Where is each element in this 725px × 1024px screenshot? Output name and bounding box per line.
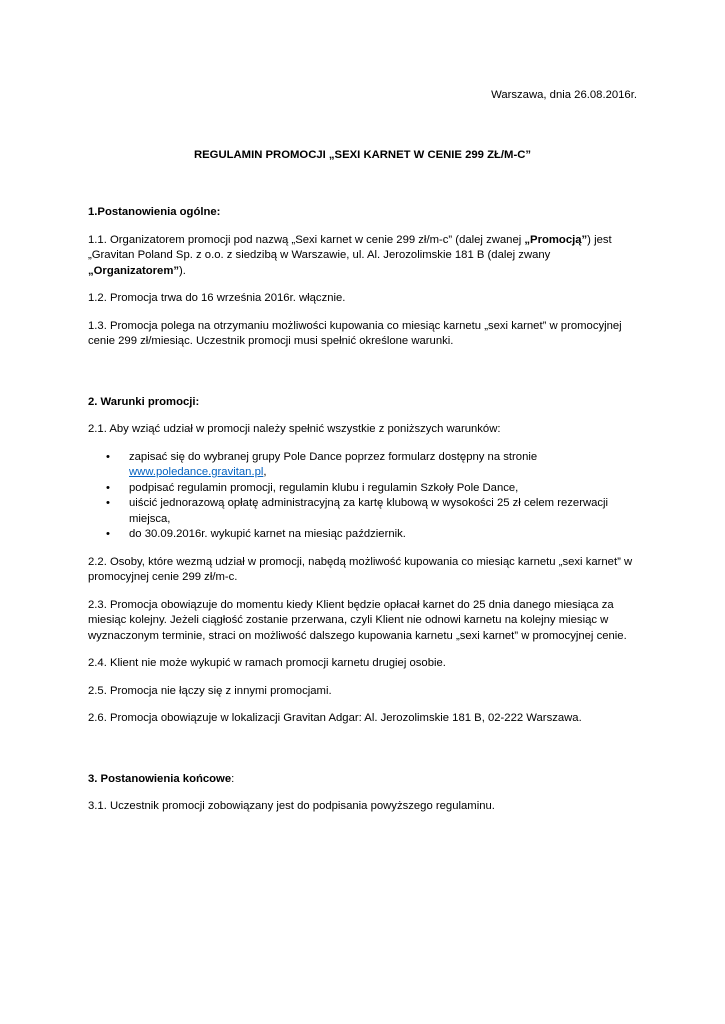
list-item-text: do 30.09.2016r. wykupić karnet na miesiąc październik. (129, 528, 406, 540)
term-promocja: „Promocją” (524, 233, 588, 246)
document-title: REGULAMIN PROMOCJI „SEXI KARNET W CENIE 299 ZŁ/M-C” (193, 149, 532, 161)
paragraph-1-3-line-2: cenie 299 zł/miesiąc. Uczestnik promocji musi spełnić określone warunki. (88, 335, 454, 347)
paragraph-2-3-line-2: miesiąc kolejny. Jeżeli ciągłość zostanie przerwana, czyli Klient nie odnowi karnetu na kolejny miesiąc w (88, 614, 609, 626)
list-item-text: uiścić jednorazową opłatę administracyjną za kartę klubową w wysokości 25 zł celem rezerwacji (129, 497, 609, 509)
paragraph-2-1: 2.1. Aby wziąć udział w promocji należy spełnić wszystkie z poniższych warunków: (88, 423, 501, 435)
paragraph-1-1-text-f: ). (179, 264, 186, 277)
poledance-website-link[interactable]: www.poledance.gravitan.pl (129, 466, 264, 478)
section-3-heading (88, 772, 638, 788)
section-2-heading: 2. Warunki promocji: (88, 395, 200, 408)
list-item (88, 450, 638, 481)
bullet-icon: • (106, 481, 110, 494)
section-1-heading: 1.Postanowienia ogólne: (88, 206, 221, 218)
paragraph-3-1: 3.1. Uczestnik promocji zobowiązany jest do podpisania powyższego regulaminu. (88, 800, 495, 812)
paragraph-2-4: 2.4. Klient nie może wykupić w ramach promocji karnetu drugiej osobie. (88, 657, 446, 669)
term-organizator: „Organizatorem” (88, 264, 180, 277)
list-item-text-end: , (263, 466, 267, 478)
paragraph-2-2-line-1: 2.2. Osoby, które wezmą udział w promocji, nabędą możliwość kupowania co miesiąc karnetu „sexi karnet” w (88, 555, 633, 568)
paragraph-2-3 (88, 598, 638, 645)
bullet-icon: • (106, 450, 110, 463)
paragraph-1-2: 1.2. Promocja trwa do 16 września 2016r. włącznie. (88, 292, 346, 304)
bullet-icon: • (106, 528, 110, 540)
paragraph-2-2 (88, 555, 638, 586)
paragraph-1-1-text-a: 1.1. Organizatorem promocji pod nazwą „Sexi karnet w cenie 299 zł/m-c” (dalej zwanej (88, 233, 525, 246)
document-date: Warszawa, dnia 26.08.2016r. (491, 89, 637, 101)
list-item (88, 527, 638, 543)
paragraph-2-5: 2.5. Promocja nie łączy się z innymi promocjami. (88, 684, 332, 697)
paragraph-2-2-line-2: promocyjnej cenie 299 zł/m-c. (88, 571, 238, 583)
document-body (88, 205, 638, 815)
bullet-icon: • (106, 497, 110, 509)
list-item-text: zapisać się do wybranej grupy Pole Dance poprzez formularz dostępny na stronie (129, 450, 538, 463)
section-3-heading-text: 3. Postanowienia końcowe (88, 772, 232, 785)
paragraph-2-3-line-1: 2.3. Promocja obowiązuje do momentu kiedy Klient będzie opłacał karnet do 25 dnia danego miesiąca za (88, 598, 614, 611)
list-item (88, 496, 638, 527)
list-item-text: podpisać regulamin promocji, regulamin klubu i regulamin Szkoły Pole Dance, (129, 481, 519, 494)
section-3-heading-colon: : (231, 772, 235, 785)
paragraph-1-3-line-1: 1.3. Promocja polega na otrzymaniu możliwości kupowania co miesiąc karnetu „sexi karnet” w promocyjnej (88, 319, 622, 332)
paragraph-1-1-text-c: ) jest (587, 233, 612, 246)
list-item-text-cont: miejsca, (129, 512, 171, 525)
conditions-list (88, 450, 638, 543)
paragraph-2-6: 2.6. Promocja obowiązuje w lokalizacji Gravitan Adgar: Al. Jerozolimskie 181 B, 02-222 Warszawa. (88, 712, 582, 724)
paragraph-2-3-line-3: wyznaczonym terminie, straci on możliwość dalszego kupowania karnetu „sexi karnet” w promocyjnej cenie. (88, 629, 627, 642)
paragraph-1-1-text-d: „Gravitan Poland Sp. z o.o. z siedzibą w Warszawie, ul. Al. Jerozolimskie 181 B (dalej zwany (88, 249, 551, 261)
paragraph-1-3 (88, 319, 638, 350)
list-item (88, 481, 638, 497)
paragraph-1-1 (88, 233, 638, 280)
